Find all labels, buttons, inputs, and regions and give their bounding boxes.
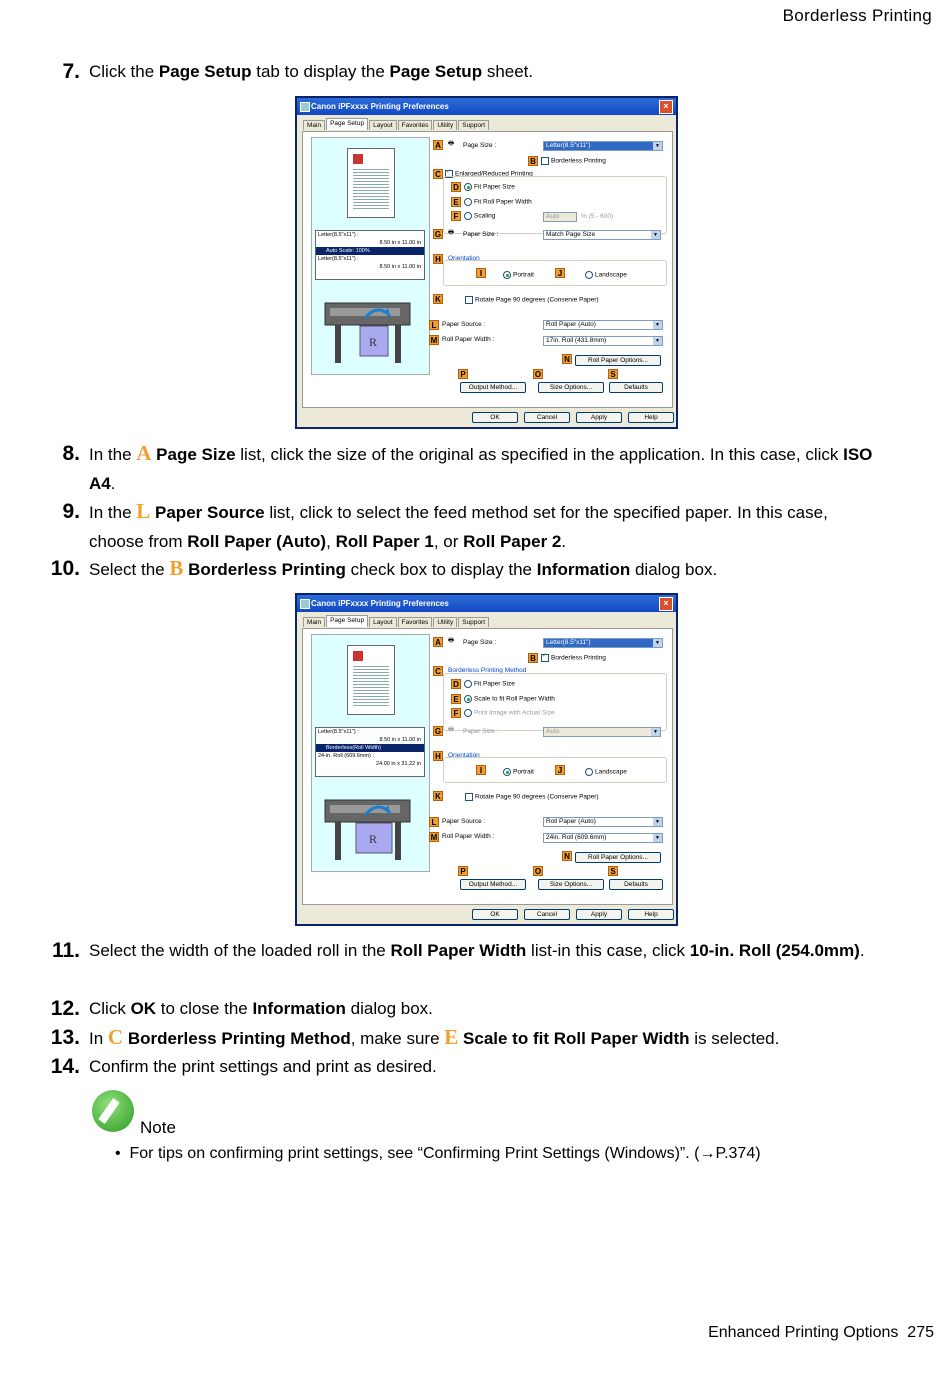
callout-g: G [434,727,442,736]
page-setup-panel [302,131,673,408]
paper-size-icon: 🖶 [448,726,455,733]
paper-size-select[interactable]: Match Page Size ▼ [543,230,661,240]
paper-source-select[interactable]: Roll Paper (Auto) ▼ [543,817,663,827]
fit-paper-radio[interactable]: Fit Paper Size [464,680,515,688]
roll-options-button[interactable]: Roll Paper Options... [575,355,661,366]
landscape-radio[interactable]: Landscape [585,271,627,279]
tab-strip [303,617,490,627]
step-text: Click the Page Setup tab to display the Page Setup sheet. [89,62,534,81]
tab-main[interactable]: Main [303,617,325,627]
help-button[interactable]: Help [628,412,674,423]
callout-f: F [451,708,461,718]
step-text: Select the width of the loaded roll in the Roll Paper Width list-in this case, click 10-in. Roll (254.0mm). [89,941,865,960]
note-pencil-icon [92,1090,134,1132]
paper-size-select[interactable]: Auto ▼ [543,727,661,737]
tab-support[interactable]: Support [458,617,489,627]
svg-text:R: R [369,832,378,846]
paper-size-label: Paper Size : [463,231,499,238]
output-method-button[interactable]: Output Method... [460,879,526,890]
printing-preferences-dialog-1 [295,96,678,429]
callout-o: O [534,370,542,379]
page-size-label: Page Size : [463,639,497,646]
dialog-titlebar: Canon iPFxxxx Printing Preferences × [297,595,676,612]
callout-d: D [451,182,461,192]
output-method-button[interactable]: Output Method... [460,382,526,393]
page-number: 275 [907,1324,934,1341]
printing-preferences-dialog-2 [295,593,678,926]
ok-button[interactable]: OK [472,909,518,920]
scaling-radio[interactable]: Scaling [464,212,495,220]
callout-g: G [434,230,442,239]
preview-area [311,137,430,375]
borderless-checkbox[interactable]: ✓ Borderless Printing [541,654,606,662]
size-options-button[interactable]: Size Options... [538,879,604,890]
tab-strip [303,120,490,130]
callout-n: N [562,354,572,364]
enlarged-checkbox[interactable]: ✓ Enlarged/Reduced Printing [445,170,533,178]
dialog-titlebar: Canon iPFxxxx Printing Preferences × [297,98,676,115]
callout-h: H [433,254,443,264]
step-number: 7. [62,60,80,83]
tab-favorites[interactable]: Favorites [398,120,433,130]
step-number: 11. [51,939,80,962]
size-info-box: Letter(8.5"x11") : 8.50 in x 11.00 in Auto Scale: 100% Letter(8.5"x11") : 8.50 in x 11.00 in [315,230,425,280]
step-text: Confirm the print settings and print as desired. [89,1057,437,1076]
step-text: In the A Page Size list, click the size of the original as specified in the application. In this case, click ISO A4. [89,441,873,493]
paper-source-label: Paper Source : [442,818,486,825]
paper-preview [347,148,395,218]
callout-p: P [458,369,468,379]
scale-value-field[interactable]: Auto [543,212,577,222]
fit-paper-radio[interactable]: Fit Paper Size [464,183,515,191]
callout-k: K [433,294,443,304]
callout-o: O [534,867,542,876]
roll-options-button[interactable]: Roll Paper Options... [575,852,661,863]
printer-icon [300,599,310,609]
callout-m: M [430,336,438,345]
callout-f: F [451,211,461,221]
roll-width-label: Roll Paper Width : [442,833,495,840]
callout-p: P [458,866,468,876]
tab-layout[interactable]: Layout [369,617,397,627]
callout-s: S [608,866,618,876]
printer-illustration-icon [320,288,420,368]
callout-c: C [433,666,443,676]
apply-button[interactable]: Apply [576,412,622,423]
scale-range-label: % (5 - 600) [581,213,614,220]
callout-j: J [555,765,565,775]
page-size-select[interactable]: Letter(8.5"x11") ▼ [543,141,663,151]
page-setup-panel [302,628,673,905]
callout-h: H [433,751,443,761]
defaults-button[interactable]: Defaults [609,879,663,890]
callout-s: S [608,369,618,379]
tab-page-setup[interactable]: Page Setup [326,615,368,627]
callout-l: L [429,320,439,330]
note-label: Note [140,1118,176,1137]
orientation-label: Orientation [448,752,480,759]
note-text: For tips on confirming print settings, see “Confirming Print Settings (Windows)”. (→P.374) [129,1145,761,1162]
preview-area [311,634,430,872]
step-text: Click OK to close the Information dialog box. [89,999,433,1018]
paper-source-select[interactable]: Roll Paper (Auto) ▼ [543,320,663,330]
landscape-radio[interactable]: Landscape [585,768,627,776]
callout-b: B [528,653,538,663]
svg-text:R: R [369,335,378,349]
page-size-icon: 🖶 [448,140,455,147]
paper-size-icon: 🖶 [448,229,455,236]
defaults-button[interactable]: Defaults [609,382,663,393]
roll-width-select[interactable]: 24in. Roll (609.6mm) ▼ [543,833,663,843]
scale-to-fit-roll-radio[interactable]: Scale to fit Roll Paper Width [464,695,555,703]
tab-utility[interactable]: Utility [433,617,457,627]
callout-l: L [429,817,439,827]
callout-d: D [451,679,461,689]
tab-layout[interactable]: Layout [369,120,397,130]
paper-size-label: Paper Size : [463,728,499,735]
page-size-select[interactable]: Letter(8.5"x11") ▼ [543,638,663,648]
callout-i: I [476,765,486,775]
size-options-button[interactable]: Size Options... [538,382,604,393]
callout-b: B [528,156,538,166]
callout-e: E [451,197,461,207]
tab-utility[interactable]: Utility [433,120,457,130]
step-text: In C Borderless Printing Method, make sure E Scale to fit Roll Paper Width is selected. [89,1025,780,1049]
paper-source-label: Paper Source : [442,321,486,328]
tab-support[interactable]: Support [458,120,489,130]
printer-illustration-icon [320,785,420,865]
orientation-label: Orientation [448,255,480,262]
chapter-title: Enhanced Printing Options [708,1324,899,1341]
cancel-button[interactable]: Cancel [524,909,570,920]
paper-preview [347,645,395,715]
step-number: 12. [50,997,80,1020]
callout-i: I [476,268,486,278]
printer-icon [300,102,310,112]
step-number: 8. [62,442,80,465]
portrait-radio[interactable]: Portrait [503,768,534,776]
callout-a: A [433,637,443,647]
step-text: Select the B Borderless Printing check box to display the Information dialog box. [89,556,718,580]
callout-k: K [433,791,443,801]
tab-page-setup[interactable]: Page Setup [326,118,368,130]
tab-favorites[interactable]: Favorites [398,617,433,627]
callout-c: C [433,169,443,179]
close-icon[interactable]: × [659,100,673,114]
help-button[interactable]: Help [628,909,674,920]
roll-width-label: Roll Paper Width : [442,336,495,343]
rotate-checkbox[interactable]: Rotate Page 90 degrees (Conserve Paper) [465,793,599,801]
tab-main[interactable]: Main [303,120,325,130]
rotate-checkbox[interactable]: Rotate Page 90 degrees (Conserve Paper) [465,296,599,304]
ok-button[interactable]: OK [472,412,518,423]
roll-width-select[interactable]: 17in. Roll (431.8mm) ▼ [543,336,663,346]
borderless-checkbox[interactable]: Borderless Printing [541,157,606,165]
size-info-box: Letter(8.5"x11") : 8.50 in x 11.00 in Borderless(Roll Width) 24-in. Roll (609.6mm) : 24.00 in x 31.22 in [315,727,425,777]
page-footer [708,1324,934,1342]
step-text: In the L Paper Source list, click to select the feed method set for the specified paper. In this case, choose from Roll Paper (Auto), Roll Paper 1, or Roll Paper 2. [89,499,828,551]
callout-a: A [433,140,443,150]
close-icon[interactable]: × [659,597,673,611]
cancel-button[interactable]: Cancel [524,412,570,423]
page-size-label: Page Size : [463,142,497,149]
step-number: 10. [50,557,80,580]
apply-button[interactable]: Apply [576,909,622,920]
note-bullet: • For tips on confirming print settings, see “Confirming Print Settings (Windows)”. (→P.374) [115,1145,761,1162]
borderless-method-label: Borderless Printing Method [448,667,527,674]
callout-n: N [562,851,572,861]
portrait-radio[interactable]: Portrait [503,271,534,279]
callout-m: M [430,833,438,842]
step-number: 14. [50,1055,80,1078]
callout-j: J [555,268,565,278]
step-number: 9. [62,500,80,523]
page-size-icon: 🖶 [448,637,455,644]
actual-size-radio[interactable]: Print Image with Actual Size [464,709,555,717]
callout-e: E [451,694,461,704]
running-header: Borderless Printing [782,6,932,25]
fit-roll-radio[interactable]: Fit Roll Paper Width [464,198,532,206]
step-number: 13. [50,1026,80,1049]
